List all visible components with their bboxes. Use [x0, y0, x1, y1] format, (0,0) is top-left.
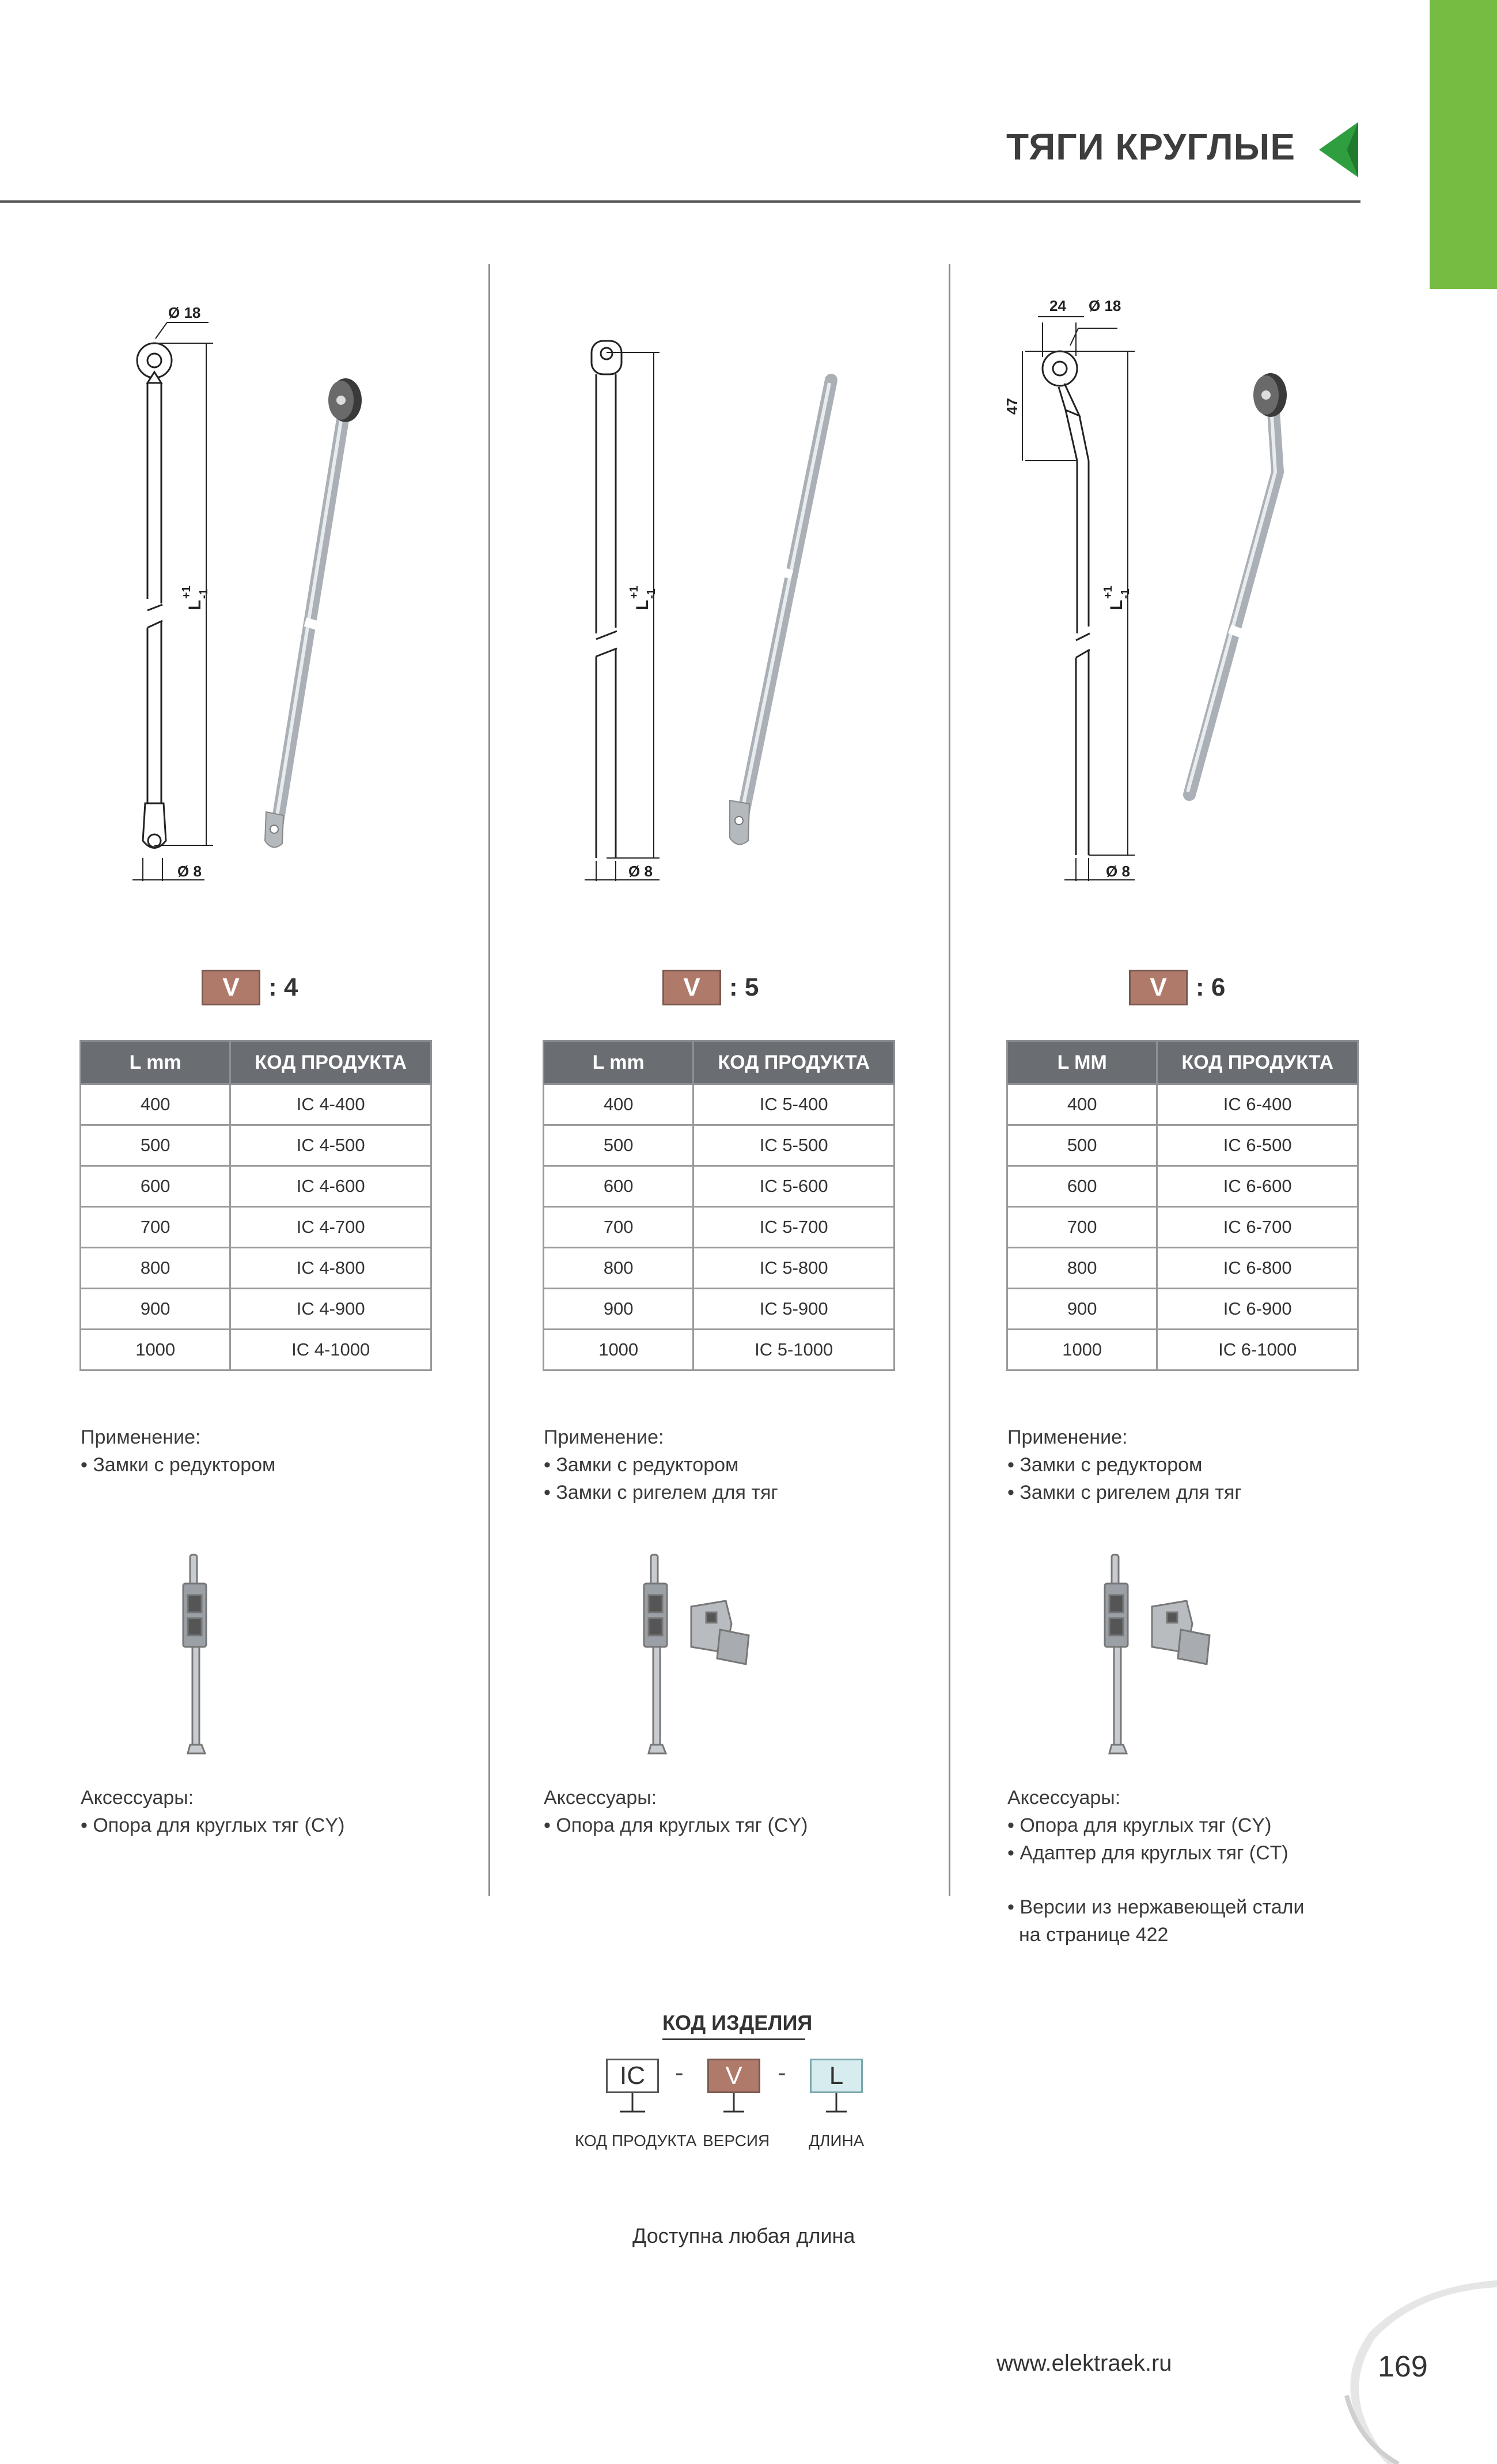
cell-length: 700 — [544, 1207, 693, 1248]
version-label — [202, 965, 298, 1011]
cell-length: 800 — [544, 1248, 693, 1289]
cell-code: IC 4-1000 — [230, 1330, 431, 1370]
website-link[interactable]: www.elektraek.ru — [996, 2351, 1172, 2376]
application-title: Применение: — [81, 1426, 201, 1448]
dim-tol-minus: -1 — [1119, 589, 1132, 599]
cell-code: IC 6-500 — [1157, 1125, 1358, 1166]
cell-length: 800 — [1007, 1248, 1157, 1289]
cell-length: 500 — [544, 1125, 693, 1166]
table-row — [1007, 1207, 1358, 1248]
cell-code: IC 5-1000 — [693, 1330, 895, 1370]
header-divider — [0, 200, 1360, 203]
table-header-code: КОД ПРОДУКТА — [230, 1041, 431, 1084]
application-block — [544, 1423, 778, 1506]
table-row — [81, 1166, 431, 1207]
dim-tol-plus: +1 — [180, 586, 193, 599]
cell-code: IC 4-900 — [230, 1289, 431, 1330]
table-row — [544, 1125, 895, 1166]
cell-length: 900 — [1007, 1289, 1157, 1330]
table-header-length: L mm — [81, 1041, 230, 1084]
accessories-title: Аксессуары: — [1007, 1787, 1121, 1809]
code-label-length: ДЛИНА — [809, 2132, 865, 2150]
availability-note: Доступна любая длина — [632, 2224, 855, 2247]
table-header-length: L MM — [1007, 1041, 1157, 1084]
page-number: 169 — [1378, 2350, 1428, 2383]
dim-height: 47 — [1003, 398, 1021, 415]
accessories-item: • Опора для круглых тяг (CY) — [544, 1814, 808, 1836]
page-title: ТЯГИ КРУГЛЫЕ — [1006, 126, 1295, 168]
table-row — [81, 1125, 431, 1166]
cell-length: 500 — [81, 1125, 230, 1166]
dim-length: L — [185, 599, 204, 610]
table-row — [81, 1248, 431, 1289]
cell-length: 600 — [544, 1166, 693, 1207]
application-title: Применение: — [544, 1426, 664, 1448]
table-header-code: КОД ПРОДУКТА — [1157, 1041, 1358, 1084]
cell-length: 1000 — [1007, 1330, 1157, 1370]
dim-width: 24 — [1049, 297, 1066, 314]
cell-length: 400 — [544, 1084, 693, 1125]
cell-length: 400 — [1007, 1084, 1157, 1125]
accessories-title: Аксессуары: — [81, 1787, 194, 1809]
note-line: • Версии из нержавеющей стали — [1007, 1896, 1305, 1918]
accessory-support-image — [593, 1549, 801, 1768]
version-value: : 6 — [1196, 973, 1226, 1001]
cell-code: IC 4-600 — [230, 1166, 431, 1207]
version-badge: V — [662, 970, 721, 1005]
application-block — [81, 1423, 275, 1479]
table-row — [1007, 1248, 1358, 1289]
version-label — [1129, 965, 1225, 1011]
table-header-length: L mm — [544, 1041, 693, 1084]
product-table-v5 — [543, 1040, 895, 1371]
version-value: : 4 — [268, 973, 298, 1001]
version-value: : 5 — [729, 973, 759, 1001]
cell-code: IC 4-500 — [230, 1125, 431, 1166]
accessories-block — [544, 1784, 808, 1839]
application-item: • Замки с редуктором — [544, 1454, 739, 1476]
table-row — [81, 1207, 431, 1248]
cell-length: 700 — [81, 1207, 230, 1248]
dim-length: L — [633, 599, 652, 610]
dim-bottom-diameter: Ø 8 — [177, 863, 202, 880]
accessories-block — [81, 1784, 344, 1839]
code-label-product: КОД ПРОДУКТА — [575, 2132, 697, 2150]
accessories-block — [1007, 1784, 1288, 1867]
table-row — [544, 1084, 895, 1125]
cell-code: IC 5-500 — [693, 1125, 895, 1166]
table-row — [81, 1084, 431, 1125]
table-row — [544, 1166, 895, 1207]
dim-tol-minus: -1 — [645, 589, 658, 599]
cell-code: IC 6-700 — [1157, 1207, 1358, 1248]
cell-code: IC 5-900 — [693, 1289, 895, 1330]
application-item: • Замки с ригелем для тяг — [544, 1482, 778, 1504]
rod-drawing-v6 — [1002, 288, 1440, 950]
table-row — [81, 1289, 431, 1330]
cell-code: IC 6-400 — [1157, 1084, 1358, 1125]
cell-code: IC 6-900 — [1157, 1289, 1358, 1330]
table-row — [544, 1248, 895, 1289]
dim-top-diameter: Ø 18 — [168, 304, 201, 321]
accessory-support-image — [132, 1549, 340, 1768]
rod-drawing-v4 — [81, 288, 518, 950]
code-box-version: V — [707, 2059, 760, 2093]
code-separator: - — [675, 2059, 684, 2087]
cell-length: 500 — [1007, 1125, 1157, 1166]
table-header-code: КОД ПРОДУКТА — [693, 1041, 895, 1084]
cell-length: 600 — [81, 1166, 230, 1207]
table-row — [544, 1330, 895, 1370]
code-box-product: IC — [606, 2059, 659, 2093]
accessories-item: • Опора для круглых тяг (CY) — [1007, 1814, 1272, 1836]
application-item: • Замки с редуктором — [1007, 1454, 1203, 1476]
accessories-item: • Адаптер для круглых тяг (CT) — [1007, 1842, 1288, 1864]
cell-length: 400 — [81, 1084, 230, 1125]
table-row — [81, 1330, 431, 1370]
accessories-title: Аксессуары: — [544, 1787, 657, 1809]
version-badge: V — [202, 970, 260, 1005]
product-table-v6 — [1006, 1040, 1359, 1371]
dim-tol-plus: +1 — [628, 586, 641, 599]
application-item: • Замки с редуктором — [81, 1454, 276, 1476]
application-title: Применение: — [1007, 1426, 1128, 1448]
note-line: на странице 422 — [1019, 1924, 1169, 1946]
cell-code: IC 5-800 — [693, 1248, 895, 1289]
table-row — [1007, 1125, 1358, 1166]
cell-code: IC 5-700 — [693, 1207, 895, 1248]
application-block — [1007, 1423, 1242, 1506]
cell-length: 800 — [81, 1248, 230, 1289]
cell-code: IC 6-800 — [1157, 1248, 1358, 1289]
dim-bottom-diameter: Ø 8 — [628, 863, 653, 880]
green-page-tab — [1430, 0, 1497, 289]
cell-code: IC 5-400 — [693, 1084, 895, 1125]
table-row — [1007, 1289, 1358, 1330]
product-code-title: КОД ИЗДЕЛИЯ — [662, 2011, 813, 2034]
application-item: • Замки с ригелем для тяг — [1007, 1482, 1242, 1504]
accessory-adapter-image — [1054, 1549, 1261, 1768]
dim-tol-minus: -1 — [198, 589, 210, 599]
table-row — [1007, 1166, 1358, 1207]
cell-length: 1000 — [544, 1330, 693, 1370]
dim-tol-plus: +1 — [1102, 586, 1115, 599]
cell-code: IC 4-400 — [230, 1084, 431, 1125]
cell-code: IC 4-700 — [230, 1207, 431, 1248]
table-row — [544, 1207, 895, 1248]
code-label-version: ВЕРСИЯ — [703, 2132, 770, 2150]
cell-length: 900 — [81, 1289, 230, 1330]
cell-code: IC 4-800 — [230, 1248, 431, 1289]
code-connectors — [599, 2093, 876, 2128]
cell-length: 1000 — [81, 1330, 230, 1370]
rod-drawing-v5 — [544, 288, 982, 950]
version-label — [662, 965, 759, 1011]
title-arrow-icon — [1318, 121, 1359, 179]
version-badge: V — [1129, 970, 1188, 1005]
dim-length: L — [1107, 599, 1126, 610]
cell-code: IC 6-600 — [1157, 1166, 1358, 1207]
table-row — [1007, 1084, 1358, 1125]
product-table-v4 — [79, 1040, 432, 1371]
cell-length: 600 — [1007, 1166, 1157, 1207]
dim-bottom-diameter: Ø 8 — [1106, 863, 1130, 880]
cell-code: IC 6-1000 — [1157, 1330, 1358, 1370]
code-box-length: L — [810, 2059, 863, 2093]
accessories-item: • Опора для круглых тяг (CY) — [81, 1814, 345, 1836]
product-code-title-underline — [662, 2038, 805, 2040]
cell-length: 700 — [1007, 1207, 1157, 1248]
stainless-note — [1007, 1893, 1305, 1949]
code-separator: - — [778, 2059, 786, 2087]
dim-top-diameter: Ø 18 — [1089, 297, 1121, 314]
table-row — [1007, 1330, 1358, 1370]
cell-length: 900 — [544, 1289, 693, 1330]
cell-code: IC 5-600 — [693, 1166, 895, 1207]
table-row — [544, 1289, 895, 1330]
